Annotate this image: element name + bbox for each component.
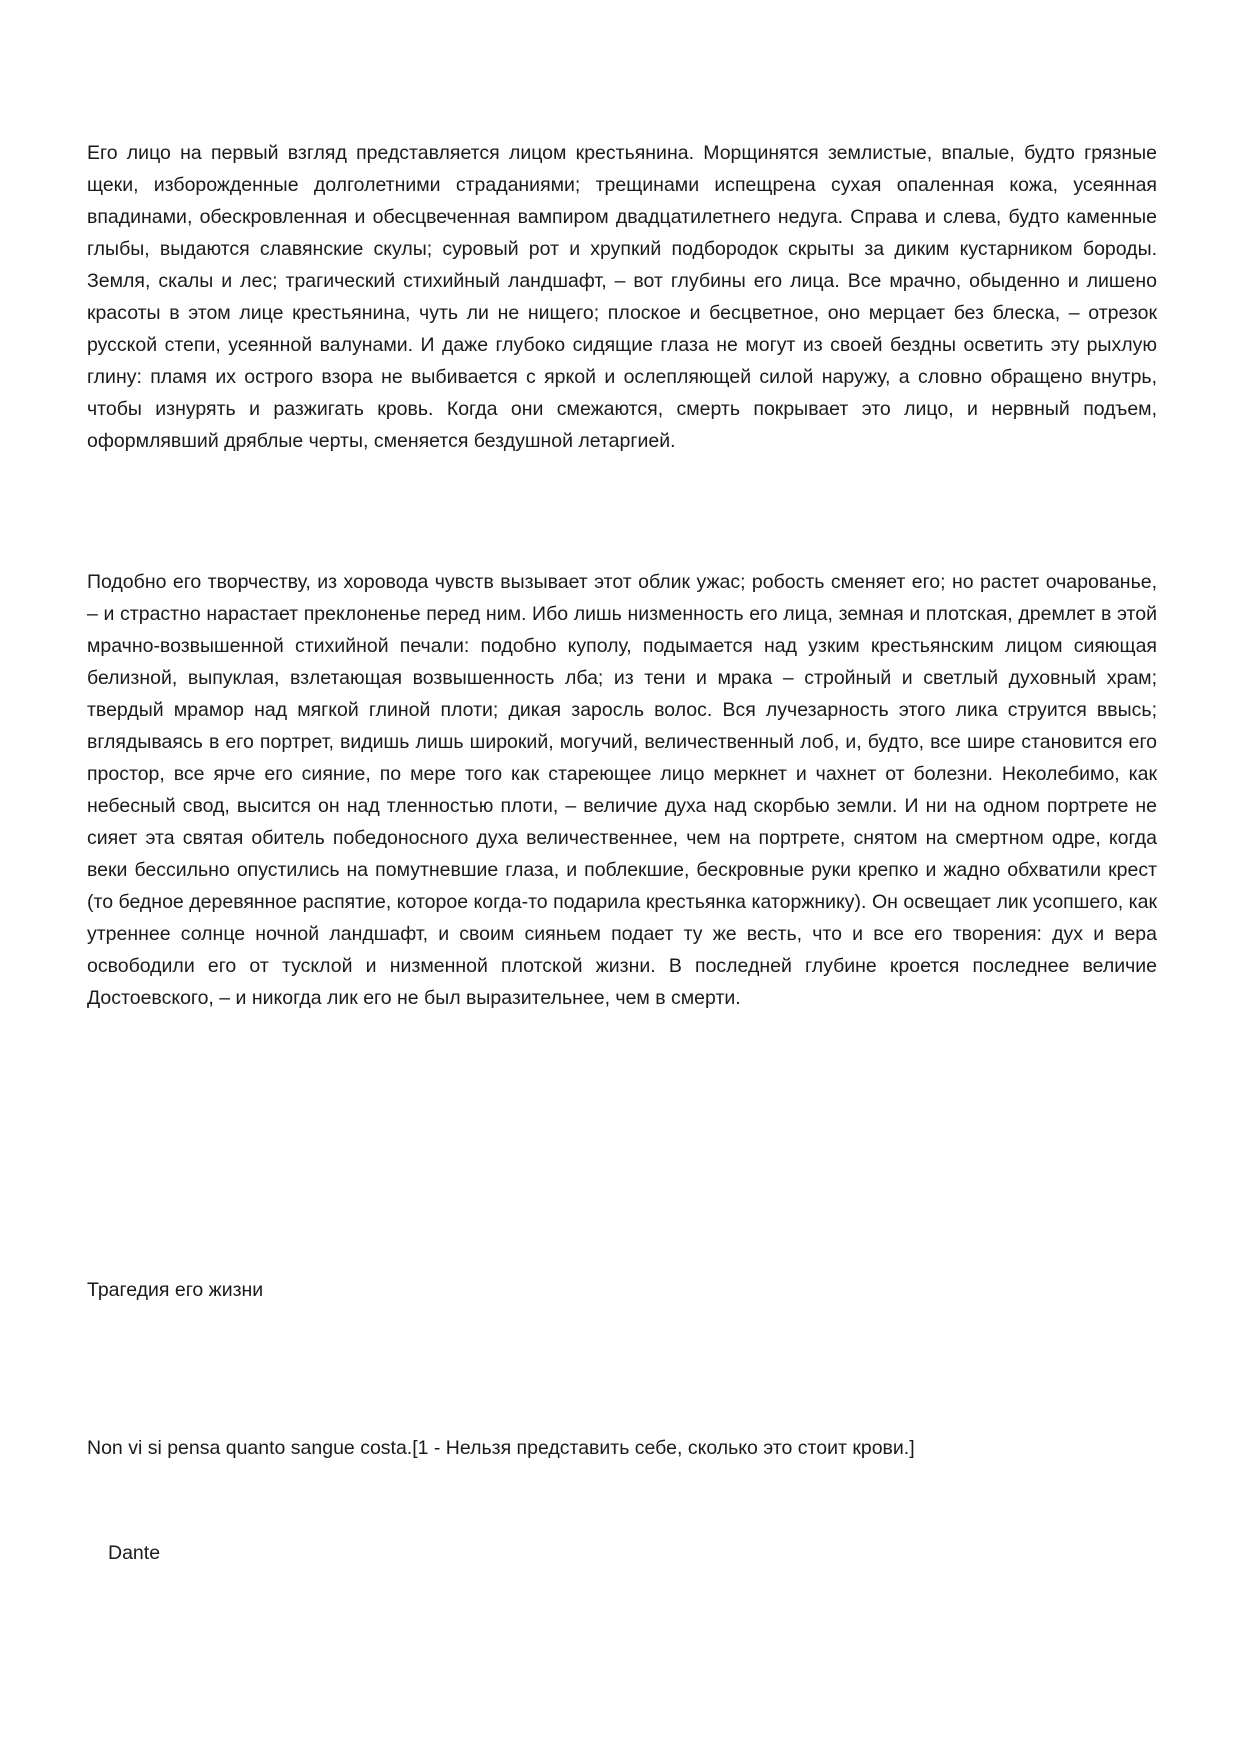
body-paragraph-2: Подобно его творчеству, из хоровода чувств вызывает этот облик ужас; робость сменяет его; но растет очарованье, – и страстно нарастает преклоненье перед ним. Ибо лишь низменность его лица, земная и плотская, дремлет в этой мрачно-возвышенной стихийной печали: подобно куполу, подымается над узким крестьянским лицом сияющая белизной, выпуклая, взлетающая возвышенность лба; из тени и мрака – стройный и светлый духовный храм; твердый мрамор над мягкой глиной плоти; дикая заросль волос. Вся лучезарность этого лика струится ввысь; вглядываясь в его портрет, видишь лишь широкий, могучий, величественный лоб, и, будто, все шире становится его простор, все ярче его сияние, по мере того как стареющее лицо меркнет и чахнет от болезни. Неколебимо, как небесный свод, высится он над тленностью плоти, – величие духа над скорбью земли. И ни на одном портрете не сияет эта святая обитель победоносного духа величественнее, чем на портрете, снятом на смертном одре, когда веки бессильно опустились на помутневшие глаза, и поблекшие, бескровные руки крепко и жадно обхватили крест (то бедное деревянное распятие, которое когда-то подарила крестьянка каторжнику). Он освещает лик усопшего, как утреннее солнце ночной ландшафт, и своим сияньем подает ту же весть, что и все его творения: дух и вера освободили его от тусклой и низменной плотской жизни. В последней глубине кроется последнее величие Достоевского, – и никогда лик его не был выразительнее, чем в смерти. bbox=[87, 571, 1157, 1009]
epigraph-text: Non vi si pensa quanto sangue costa.[1 - Нельзя представить себе, сколько это стоит крови.] bbox=[87, 1437, 915, 1459]
chapter-title: Трагедия его жизни bbox=[87, 1279, 264, 1301]
body-paragraph-1: Его лицо на первый взгляд представляется лицом крестьянина. Морщинятся землистые, впалые, будто грязные щеки, изборожденные долголетними страданиями; трещинами испещрена сухая опаленная кожа, усеянная впадинами, обескровленная и обесцвеченная вампиром двадцатилетнего недуга. Справа и слева, будто каменные глыбы, выдаются славянские скулы; суровый рот и хрупкий подбородок скрыты за диким кустарником бороды. Земля, скалы и лес; трагический стихийный ландшафт, – вот глубины его лица. Все мрачно, обыденно и лишено красоты в этом лице крестьянина, чуть ли не нищего; плоское и бесцветное, оно мерцает без блеска, – отрезок русской степи, усеянной валунами. И даже глубоко сидящие глаза не могут из своей бездны осветить эту рыхлую глину: пламя их острого взора не выбивается с яркой и ослепляющей силой наружу, а словно обращено внутрь, чтобы изнурять и разжигать кровь. Когда они смежаются, смерть покрывает это лицо, и нервный подъем, оформлявший дряблые черты, сменяется бездушной летаргией. bbox=[87, 142, 1157, 452]
epigraph-author: Dante bbox=[108, 1542, 161, 1564]
